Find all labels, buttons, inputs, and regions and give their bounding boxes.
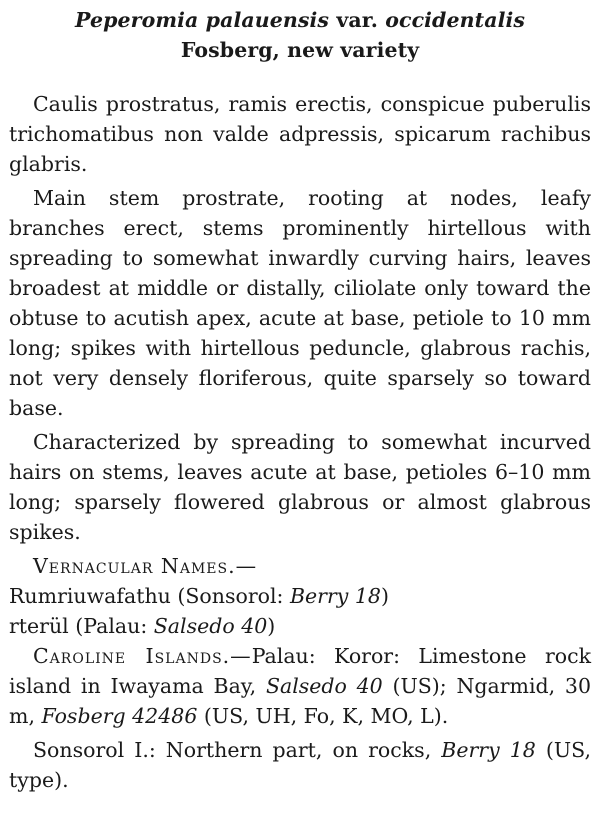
specimens-sonsorol bbox=[9, 735, 591, 795]
specimen-text: (US, UH, Fo, K, MO, L). bbox=[197, 704, 449, 728]
vernacular-entry bbox=[9, 611, 591, 641]
punct: ) bbox=[267, 614, 276, 638]
taxon-title bbox=[9, 5, 591, 65]
specimen-text: Sonsorol I.: Northern part, on rocks, bbox=[33, 738, 442, 762]
specimen-text: (US, type). bbox=[9, 738, 592, 792]
variety-epithet: occidentalis bbox=[385, 8, 525, 32]
characterization: Characterized by spreading to somewhat incurved hairs on stems, leaves acute at base, petioles 6–10 mm long; sparsely flowered glabrous or almost glabrous spikes. bbox=[9, 430, 591, 544]
specimen-text: Palau: Koror: Limestone rock island in Iwayama Bay, bbox=[9, 644, 591, 698]
text-body bbox=[9, 89, 591, 795]
collector: Salsedo 40 bbox=[153, 614, 268, 638]
latin-diagnosis: Caulis prostratus, ramis erectis, conspicue puberulis trichomatibus non valde adpressis, spicarum rachibus glabris. bbox=[9, 92, 591, 176]
vernacular-name: rterül (Palau: bbox=[9, 614, 154, 638]
author-line: Fosberg, new variety bbox=[180, 38, 420, 62]
vernacular-entry bbox=[9, 581, 591, 611]
page bbox=[0, 5, 600, 830]
specimens-heading: Caroline Islands.— bbox=[33, 644, 252, 668]
collector: Salsedo 40 bbox=[265, 674, 383, 698]
vernacular-name: Rumriuwafathu (Sonsorol: bbox=[9, 584, 290, 608]
description: Main stem prostrate, rooting at nodes, leafy branches erect, stems prominently hirtellous with spreading to somewhat inwardly curving hairs, leaves broadest at middle or distally, ciliolate only toward the obtuse to acutish apex, acute at base, petiole to 10 mm long; spikes with hirtellous peduncle, glabrous rachis, not very densely floriferous, quite sparsely so toward base. bbox=[9, 186, 591, 420]
taxon-name bbox=[9, 5, 591, 35]
specimens-palau bbox=[9, 641, 591, 731]
punct: ) bbox=[380, 584, 389, 608]
collector: Berry 18 bbox=[441, 738, 536, 762]
genus-species: Peperomia palauensis bbox=[74, 8, 330, 32]
vernacular-heading: Vernacular Names.— bbox=[33, 554, 258, 578]
specimen-text: (US); Ngarmid, 30 m, bbox=[9, 674, 591, 728]
collector: Berry 18 bbox=[289, 584, 381, 608]
rank-word: var. bbox=[336, 8, 378, 32]
collector: Fosberg 42486 bbox=[41, 704, 198, 728]
